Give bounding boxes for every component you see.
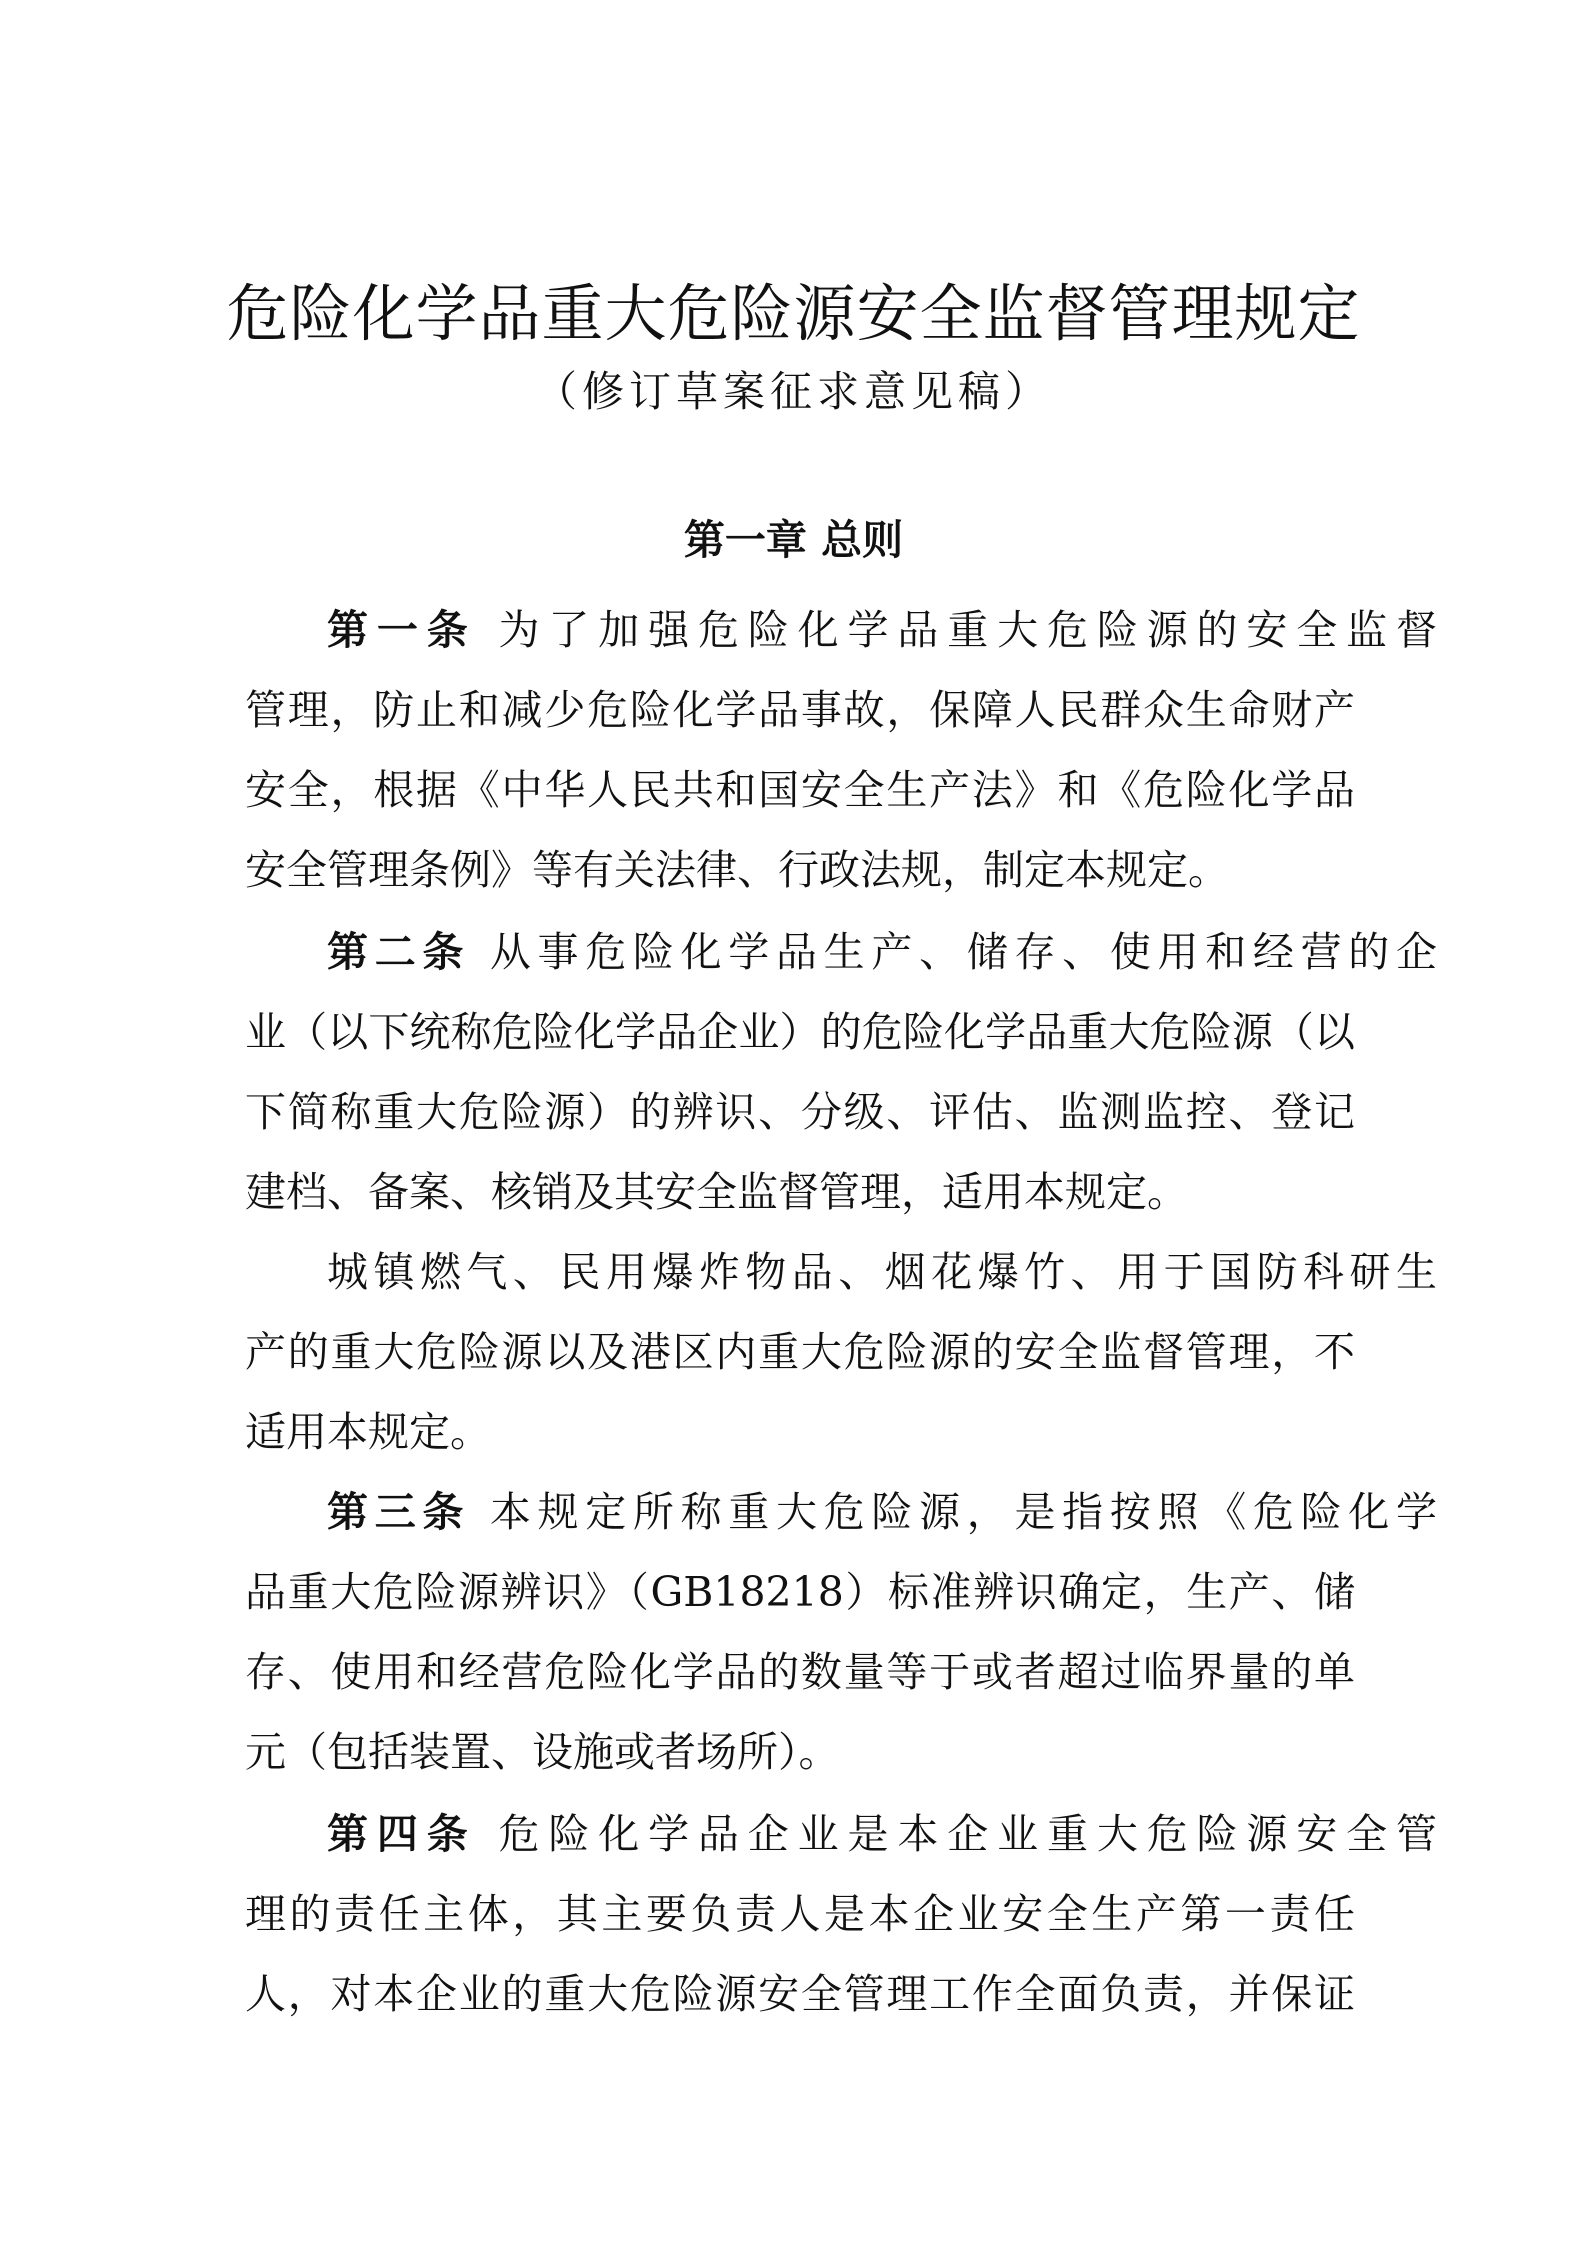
- body-line: 业（以下统称危险化学品企业）的危险化学品重大危险源（以: [245, 1008, 1355, 1056]
- body-line: 安全，根据《中华人民共和国安全生产法》和《危险化学品: [245, 766, 1355, 814]
- article-2-line: [245, 922, 1437, 982]
- article-3-line: [245, 1482, 1437, 1542]
- article-text: 为了加强危险化学品重大危险源的安全监督: [498, 606, 1438, 654]
- body-line: 元（包括装置、设施或者场所）。: [245, 1728, 840, 1776]
- article-1-line: [245, 600, 1437, 660]
- body-line: 产的重大危险源以及港区内重大危险源的安全监督管理，不: [245, 1328, 1355, 1376]
- body-line: 存、使用和经营危险化学品的数量等于或者超过临界量的单: [245, 1648, 1355, 1696]
- paragraph-line: 城镇燃气、民用爆炸物品、烟花爆竹、用于国防科研生: [327, 1248, 1437, 1296]
- article-label: 第三条: [327, 1488, 471, 1536]
- body-line: 管理，防止和减少危险化学品事故，保障人民群众生命财产: [245, 686, 1355, 734]
- body-line: 下简称重大危险源）的辨识、分级、评估、监测监控、登记: [245, 1088, 1355, 1136]
- article-text: 从事危险化学品生产、储存、使用和经营的企: [489, 928, 1438, 976]
- article-label: 第一条: [327, 606, 477, 654]
- body-line: 人，对本企业的重大危险源安全管理工作全面负责，并保证: [245, 1970, 1355, 2018]
- document-subtitle: （修订草案征求意见稿）: [534, 367, 1052, 416]
- chapter-heading: 第一章 总则: [683, 516, 904, 564]
- article-label: 第四条: [327, 1810, 477, 1858]
- body-line: 建档、备案、核销及其安全监督管理，适用本规定。: [245, 1168, 1188, 1216]
- article-4-line: [245, 1804, 1437, 1864]
- article-label: 第二条: [327, 928, 471, 976]
- article-text: 危险化学品企业是本企业重大危险源安全管: [498, 1810, 1438, 1858]
- body-line: 理的责任主体，其主要负责人是本企业安全生产第一责任: [245, 1890, 1355, 1938]
- document-title: 危险化学品重大危险源安全监督管理规定: [226, 277, 1361, 350]
- article-text: 本规定所称重大危险源，是指按照《危险化学: [489, 1488, 1438, 1536]
- body-line: 品重大危险源辨识》（GB18218）标准辨识确定，生产、储: [245, 1568, 1355, 1616]
- body-line: 安全管理条例》等有关法律、行政法规，制定本规定。: [245, 846, 1229, 894]
- body-line: 适用本规定。: [245, 1408, 491, 1456]
